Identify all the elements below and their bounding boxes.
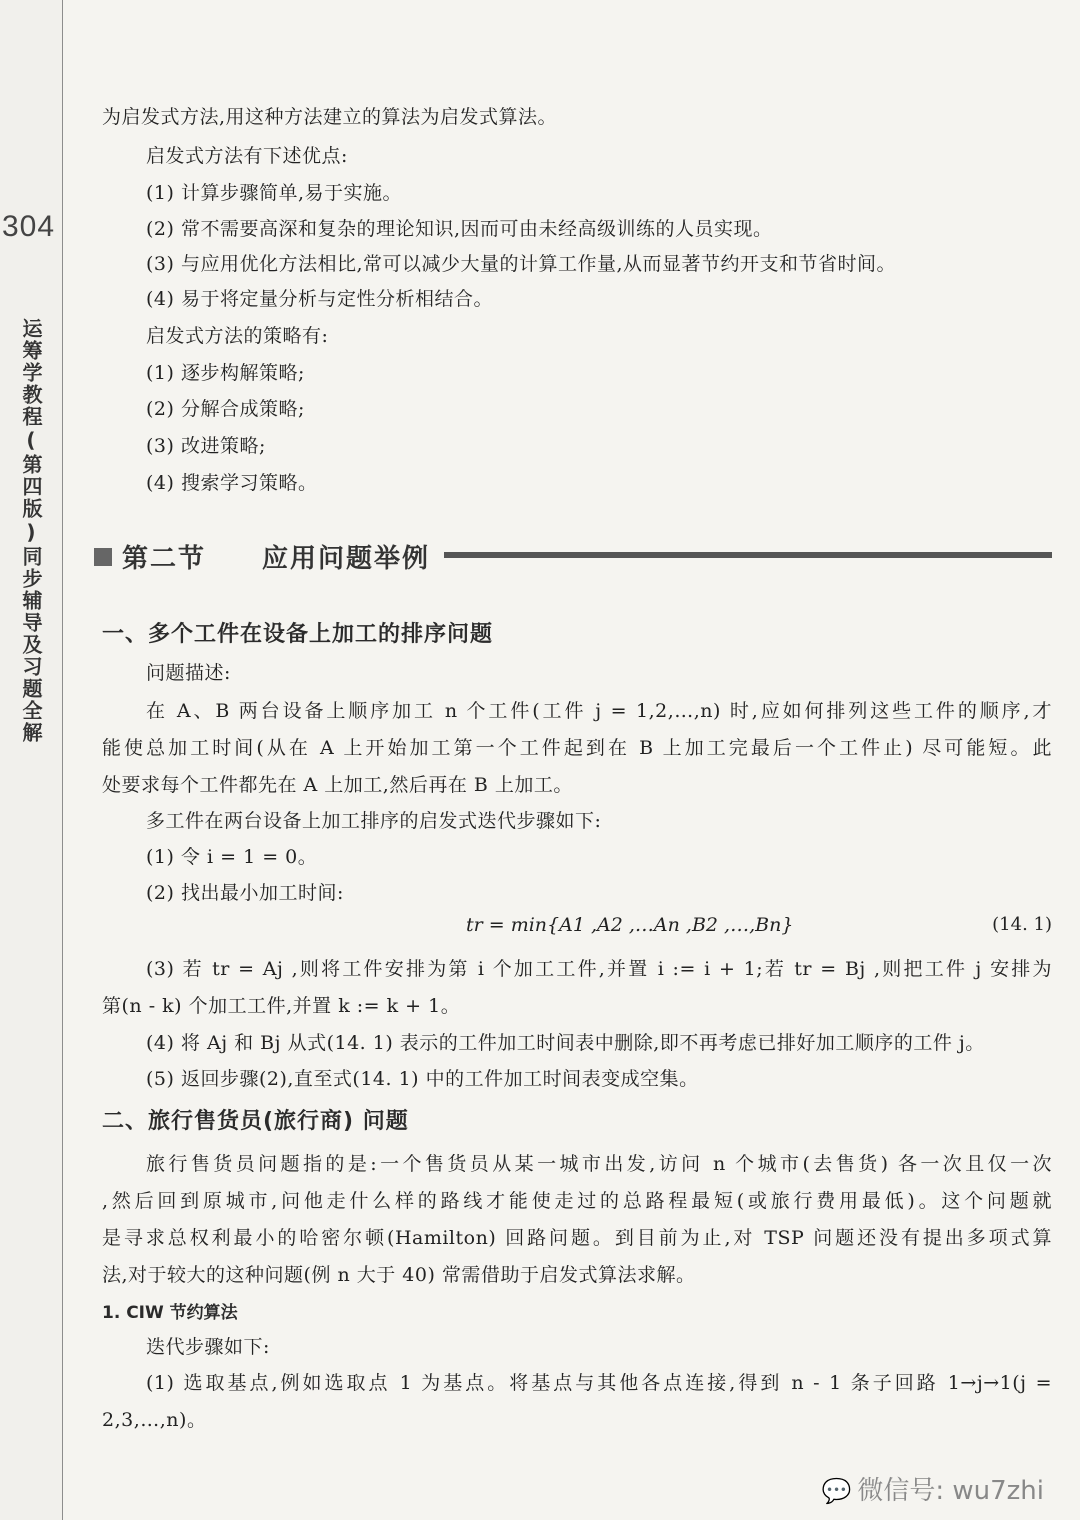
text-line: ,然后回到原城市,问他走什么样的路线才能使走过的总路程最短(或旅行费用最低)。这个问题就: [102, 1190, 1052, 1212]
text-line: 第(n - k) 个加工工件,并置 k := k + 1。: [102, 995, 461, 1017]
text-line: 启发式方法的策略有:: [146, 325, 329, 347]
text-line: (3) 改进策略;: [146, 435, 266, 457]
text-line: 为启发式方法,用这种方法建立的算法为启发式算法。: [102, 106, 558, 128]
section-rule: [444, 552, 1052, 558]
text-line: (3) 若 tr = Aj ,则将工件安排为第 i 个加工工件,并置 i := i + 1;若 tr = Bj ,则把工件 j 安排为: [146, 958, 1052, 980]
text-line: (1) 计算步骤简单,易于实施。: [146, 182, 402, 204]
subsection-heading: 一、多个工件在设备上加工的排序问题: [102, 622, 494, 647]
watermark-text: 微信号: wu7zhi: [857, 1476, 1044, 1506]
text-line: 迭代步骤如下:: [146, 1336, 270, 1358]
wechat-icon: 💬: [821, 1477, 852, 1505]
text-line: (3) 与应用优化方法相比,常可以减少大量的计算工作量,从而显著节约开支和节省时间。: [146, 253, 897, 275]
text-line: 在 A、B 两台设备上顺序加工 n 个工件(工件 j = 1,2,…,n) 时,应如何排列这些工件的顺序,才: [146, 700, 1052, 722]
page-margin-bar: [0, 0, 63, 1520]
text-line: 能使总加工时间(从在 A 上开始加工第一个工件起到在 B 上加工完最后一个工件止) 尽可能短。此: [102, 737, 1052, 759]
text-line: 处要求每个工件都先在 A 上加工,然后再在 B 上加工。: [102, 774, 573, 796]
formula: tr = min{A1 ,A2 ,…An ,B2 ,…,Bn}: [466, 914, 794, 936]
text-line: (2) 分解合成策略;: [146, 398, 305, 420]
equation-number: (14. 1): [992, 914, 1052, 935]
section-title: 第二节 应用问题举例: [122, 538, 442, 575]
wechat-watermark: [821, 1470, 1044, 1507]
book-title-vertical: 运筹学教程(第四版)同步辅导及习题全解: [19, 318, 43, 744]
text-line: (5) 返回步骤(2),直至式(14. 1) 中的工件加工时间表变成空集。: [146, 1068, 699, 1090]
text-line: (1) 逐步构解策略;: [146, 362, 305, 384]
text-line: 是寻求总权利最小的哈密尔顿(Hamilton) 回路问题。到目前为止,对 TSP 问题还没有提出多项式算: [102, 1227, 1052, 1249]
subsection-heading: 二、旅行售货员(旅行商) 问题: [102, 1109, 409, 1134]
text-line: (4) 易于将定量分析与定性分析相结合。: [146, 288, 493, 310]
text-line: (2) 常不需要高深和复杂的理论知识,因而可由未经高级训练的人员实现。: [146, 218, 773, 240]
text-line: (4) 搜索学习策略。: [146, 472, 318, 494]
text-line: (1) 选取基点,例如选取点 1 为基点。将基点与其他各点连接,得到 n - 1 条子回路 1→j→1(j =: [146, 1372, 1052, 1394]
text-line: 2,3,…,n)。: [102, 1409, 207, 1431]
text-line: 多工件在两台设备上加工排序的启发式迭代步骤如下:: [146, 810, 602, 832]
page-number: 304: [2, 210, 56, 243]
text-line: 旅行售货员问题指的是:一个售货员从某一城市出发,访问 n 个城市(去售货) 各一次且仅一次: [146, 1153, 1052, 1175]
text-line: 法,对于较大的这种问题(例 n 大于 40) 常需借助于启发式算法求解。: [102, 1264, 696, 1286]
sub-subsection-heading: 1. CIW 节约算法: [102, 1303, 238, 1323]
text-line: (2) 找出最小加工时间:: [146, 882, 344, 904]
section-header: [94, 534, 1052, 578]
text-line: 问题描述:: [146, 662, 231, 684]
section-marker-square: [94, 548, 112, 566]
text-line: (1) 令 i = 1 = 0。: [146, 846, 318, 868]
text-line: 启发式方法有下述优点:: [146, 145, 348, 167]
text-line: (4) 将 Aj 和 Bj 从式(14. 1) 表示的工件加工时间表中删除,即不再考虑已排好加工顺序的工件 j。: [146, 1032, 985, 1054]
